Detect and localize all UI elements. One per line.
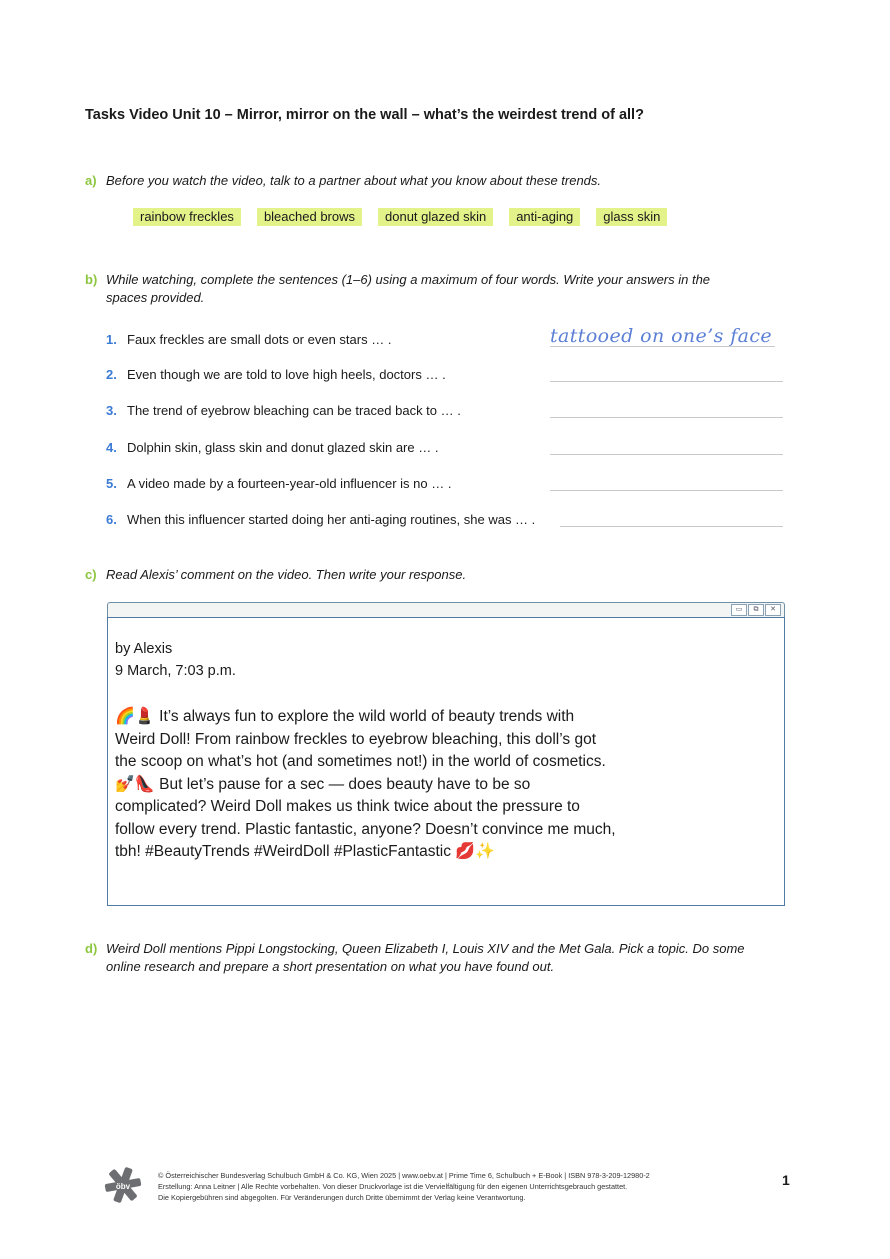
trend-tag: glass skin	[596, 208, 667, 226]
item-number: 1.	[106, 332, 117, 347]
item-sentence: Dolphin skin, glass skin and donut glazed skin are … .	[127, 440, 439, 455]
footer-line: Erstellung: Anna Leitner | Alle Rechte vorbehalten. Von dieser Druckvorlage ist die Vervielfältigung für den eigenen Unterrichtsgebrauch gestattet.	[158, 1182, 628, 1191]
comment-line: the scoop on what’s hot (and sometimes not!) in the world of cosmetics.	[115, 753, 606, 770]
item-number: 3.	[106, 403, 117, 418]
comment-body	[115, 706, 675, 864]
task-d-letter: d)	[85, 941, 98, 956]
kiss-sparkles-emoji: 💋✨	[455, 843, 496, 860]
minimize-icon[interactable]: ▭	[731, 604, 747, 616]
answer-line[interactable]	[550, 454, 783, 455]
comment-window	[107, 617, 785, 906]
task-c-letter: c)	[85, 567, 97, 582]
item-number: 2.	[106, 367, 117, 382]
maximize-icon[interactable]: ⧉	[748, 604, 764, 616]
page-number: 1	[782, 1172, 790, 1188]
answer-line[interactable]	[550, 417, 783, 418]
task-b-instruction-line1: While watching, complete the sentences (1–6) using a maximum of four words. Write your answers in the	[106, 272, 711, 287]
task-c-instruction: Read Alexis’ comment on the video. Then write your response.	[106, 567, 467, 582]
item-sentence: The trend of eyebrow bleaching can be traced back to … .	[127, 403, 461, 418]
task-a-instruction: Before you watch the video, talk to a partner about what you know about these trends.	[106, 173, 602, 188]
answer-line[interactable]	[550, 346, 775, 347]
task-b-letter: b)	[85, 272, 98, 287]
task-d-instruction-line1: Weird Doll mentions Pippi Longstocking, Queen Elizabeth I, Louis XIV and the Met Gala. Pick a topic. Do some	[106, 941, 745, 956]
trend-tag: anti-aging	[509, 208, 580, 226]
close-icon[interactable]: ✕	[765, 604, 781, 616]
answer-line[interactable]	[550, 381, 783, 382]
answer-line[interactable]	[560, 526, 783, 527]
task-a-letter: a)	[85, 173, 97, 188]
handwritten-answer: tattooed on one’s face	[550, 325, 773, 347]
item-number: 4.	[106, 440, 117, 455]
comment-window-titlebar	[107, 602, 785, 617]
trend-tag: bleached brows	[257, 208, 362, 226]
page-title: Tasks Video Unit 10 – Mirror, mirror on the wall – what’s the weirdest trend of all?	[85, 107, 644, 123]
answer-line[interactable]	[550, 490, 783, 491]
item-number: 5.	[106, 476, 117, 491]
item-sentence: Even though we are told to love high heels, doctors … .	[127, 367, 446, 382]
comment-date: 9 March, 7:03 p.m.	[115, 663, 236, 679]
task-d-instruction-line2: online research and prepare a short presentation on what you have found out.	[106, 959, 555, 974]
item-number: 6.	[106, 512, 117, 527]
item-sentence: Faux freckles are small dots or even stars … .	[127, 332, 392, 347]
comment-author: by Alexis	[115, 641, 173, 657]
publisher-logo	[104, 1165, 142, 1205]
comment-line: Weird Doll! From rainbow freckles to eyebrow bleaching, this doll’s got	[115, 730, 596, 748]
task-b-instruction-line2: spaces provided.	[106, 290, 205, 305]
publisher-logo-text: öbv	[115, 1182, 131, 1191]
trend-tag: rainbow freckles	[133, 208, 241, 226]
trend-tag: donut glazed skin	[378, 208, 493, 226]
comment-line: tbh! #BeautyTrends #WeirdDoll #PlasticFantastic	[115, 843, 451, 860]
trend-tags	[133, 208, 667, 226]
comment-line: It’s always fun to explore the wild world of beauty trends with	[159, 708, 575, 725]
item-sentence: When this influencer started doing her anti-aging routines, she was … .	[127, 512, 536, 527]
comment-line: complicated? Weird Doll makes us think twice about the pressure to	[115, 798, 580, 815]
comment-line: follow every trend. Plastic fantastic, anyone? Doesn’t convince me much,	[115, 820, 616, 838]
footer-line: Die Kopiergebühren sind abgegolten. Für Veränderungen durch Dritte übernimmt der Verlag keine Verantwortung.	[158, 1193, 526, 1202]
footer-line: © Österreichischer Bundesverlag Schulbuch GmbH & Co. KG, Wien 2025 | www.oebv.at | Prime Time 6, Schulbuch + E-Book | ISBN 978-3-209-12980-2	[158, 1171, 650, 1180]
rainbow-lipstick-emoji: 🌈💄	[115, 708, 155, 725]
item-sentence: A video made by a fourteen-year-old influencer is no … .	[127, 476, 452, 491]
comment-line: But let’s pause for a sec — does beauty have to be so	[159, 775, 531, 793]
nail-polish-heel-emoji: 💅👠	[115, 775, 155, 793]
footer-copyright	[158, 1170, 650, 1203]
